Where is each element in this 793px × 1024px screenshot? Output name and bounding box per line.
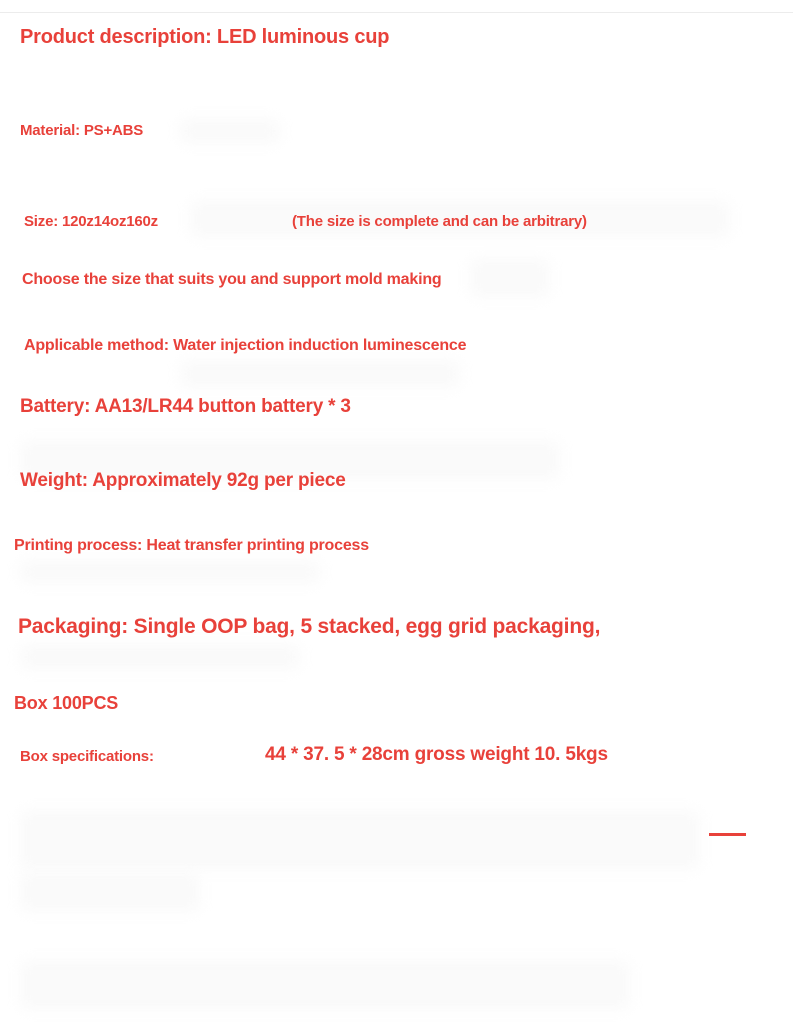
ghost-block [20,810,700,870]
ghost-block [20,644,300,670]
size-note: (The size is complete and can be arbitrary) [292,213,587,230]
ghost-block [20,872,200,912]
box-spec-value: 44 * 37. 5 * 28cm gross weight 10. 5kgs [265,744,608,765]
dash-mark [709,833,746,836]
printing-process: Printing process: Heat transfer printing process [14,537,369,554]
applicable-method: Applicable method: Water injection induction luminescence [24,337,467,354]
ghost-block [180,360,460,388]
battery-spec: Battery: AA13/LR44 button battery * 3 [20,396,351,417]
box-quantity: Box 100PCS [14,693,119,713]
weight-spec: Weight: Approximately 92g per piece [20,470,346,491]
material-spec: Material: PS+ABS [20,122,144,139]
top-divider [0,0,793,13]
ghost-block [470,258,550,298]
box-spec-label: Box specifications: [20,748,154,765]
ghost-block [20,560,320,584]
choose-size-note: Choose the size that suits you and support mold making [22,271,442,288]
size-spec: Size: 120z14oz160z [24,213,158,230]
ghost-block [20,960,630,1010]
ghost-block [180,118,280,144]
product-description: Product description: LED luminous cup [20,26,390,48]
packaging-spec: Packaging: Single OOP bag, 5 stacked, egg grid packaging, [18,615,601,638]
